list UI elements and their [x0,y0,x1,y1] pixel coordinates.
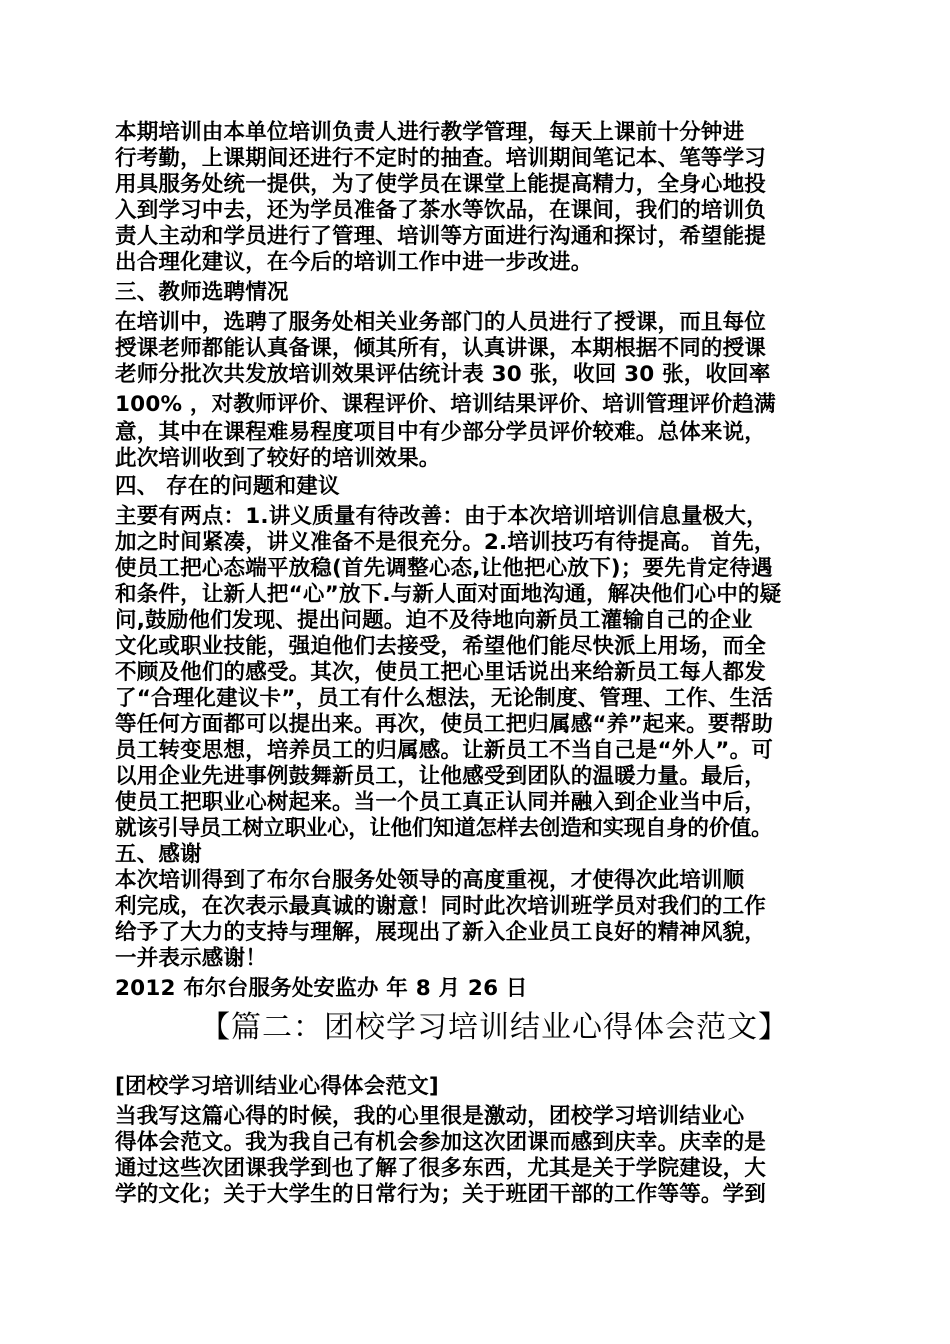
body-text-line: 不顾及他们的感受。其次，使员工把心里话说出来给新员工每人都发 [115,660,767,685]
body-text-line: 出合理化建议，在今后的培训工作中进一步改进。 [115,250,593,275]
body-text-line: 本次培训得到了布尔台服务处领导的高度重视，才使得次此培训顺 [115,868,745,893]
body-text-line: 意，其中在课程难易程度项目中有少部分学员评价较难。总体来说， [115,420,767,445]
body-text-line: 加之时间紧凑，讲义准备不是很充分。2.培训技巧有待提高。 首先， [115,530,776,555]
body-text-line: 授课老师都能认真备课，倾其所有，认真讲课，本期根据不同的授课 [115,336,767,361]
body-text-line: 给予了大力的支持与理解，展现出了新入企业员工良好的精神风貌， [115,920,767,945]
body-text-line: 以用企业先进事例鼓舞新员工，让他感受到团队的温暖力量。最后， [115,764,767,789]
body-text-line: 就该引导员工树立职业心，让他们知道怎样去创造和实现自身的价值。 [115,816,773,841]
body-text-line: 员工转变思想，培养员工的归属感。让新员工不当自己是“外人”。可 [115,738,773,763]
body-text-line: 使员工把心态端平放稳(首先调整心态,让他把心放下)；要先肯定待遇 [115,556,773,581]
part2-title: 【篇二：团校学习培训结业心得体会范文】 [200,1010,789,1045]
body-text-line: 当我写这篇心得的时候，我的心里很是激动，团校学习培训结业心 [115,1104,745,1129]
body-text-line: 了“合理化建议卡”，员工有什么想法，无论制度、管理、工作、生活 [115,686,773,711]
section-heading-problems-suggestions: 四、 存在的问题和建议 [115,474,340,499]
body-text-line: 行考勤，上课期间还进行不定时的抽查。培训期间笔记本、笔等学习 [115,146,767,171]
body-text-line: 通过这些次团课我学到也了解了很多东西，尤其是关于学院建设，大 [115,1156,767,1181]
body-text-line: 文化或职业技能，强迫他们去接受，希望他们能尽快派上用场，而全 [115,634,767,659]
body-text-line: 等任何方面都可以提出来。再次，使员工把归属感“养”起来。要帮助 [115,712,773,737]
signature-date-line: 2012 布尔台服务处安监办 年 8 月 26 日 [115,976,528,1001]
body-text-line: 和条件，让新人把“心”放下.与新人面对面地沟通，解决他们心中的疑 [115,582,782,607]
body-text-line: 主要有两点：1.讲义质量有待改善：由于本次培训培训信息量极大， [115,504,768,529]
body-text-line: 使员工把职业心树起来。当一个员工真正认同并融入到企业当中后， [115,790,767,815]
body-text-line: 老师分批次共发放培训效果评估统计表 30 张，收回 30 张，收回率 [115,362,771,387]
body-text-line: 入到学习中去，还为学员准备了茶水等饮品，在课间，我们的培训负 [115,198,767,223]
body-text-line: 本期培训由本单位培训负责人进行教学管理，每天上课前十分钟进 [115,120,745,145]
section-heading-thanks: 五、感谢 [115,842,202,867]
body-text-line: 学的文化；关于大学生的日常行为；关于班团干部的工作等等。学到 [115,1182,767,1207]
part2-subtitle: [团校学习培训结业心得体会范文] [115,1074,439,1099]
body-text-line: 在培训中，选聘了服务处相关业务部门的人员进行了授课，而且每位 [115,310,767,335]
body-text-line: 责人主动和学员进行了管理、培训等方面进行沟通和探讨，希望能提 [115,224,767,249]
body-text-line: 问,鼓励他们发现、提出问题。迫不及待地向新员工灌输自己的企业 [115,608,753,633]
body-text-line: 得体会范文。我为我自己有机会参加这次团课而感到庆幸。庆幸的是 [115,1130,767,1155]
section-heading-teacher-selection: 三、教师选聘情况 [115,280,289,305]
body-text-line: 100% ，对教师评价、课程评价、培训结果评价、培训管理评价趋满 [115,392,776,417]
body-text-line: 用具服务处统一提供，为了使学员在课堂上能提高精力，全身心地投 [115,172,767,197]
body-text-line: 一并表示感谢！ [115,946,267,971]
body-text-line: 此次培训收到了较好的培训效果。 [115,446,441,471]
body-text-line: 利完成，在次表示最真诚的谢意！同时此次培训班学员对我们的工作 [115,894,767,919]
